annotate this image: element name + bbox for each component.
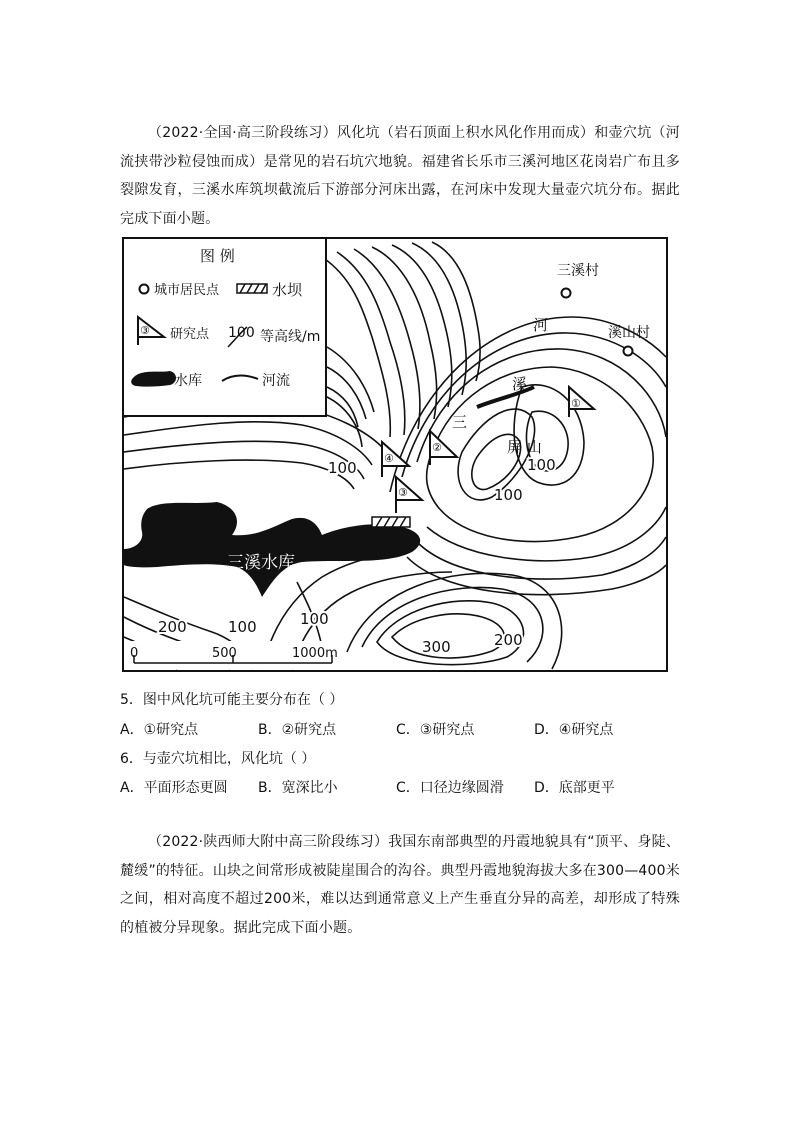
legend-research-point: 研究点 [170, 327, 210, 342]
contour-label-100-south: 100 [300, 610, 329, 628]
question-6-option-b[interactable]: B．宽深比小 [258, 780, 338, 796]
dam-icon [237, 284, 267, 293]
question-6-stem: 6．与壶穴坑相比，风化坑（ ） [120, 751, 316, 767]
legend-flag-number: ③ [140, 324, 150, 337]
contour-label-200-west: 200 [158, 618, 187, 636]
village-xishan-icon [624, 347, 633, 356]
legend-contour-value: 100 [228, 325, 255, 341]
dam-symbol [372, 517, 410, 527]
contour-label-200-east: 200 [494, 631, 523, 649]
research-point-3 [396, 477, 422, 513]
contour-label-100-southwest: 100 [228, 618, 257, 636]
legend-river: 河流 [262, 373, 290, 389]
research-point-2 [430, 431, 457, 465]
legend-title: 图 例 [200, 247, 235, 265]
village-xishan-label: 溪山村 [608, 325, 650, 341]
question-5-stem: 5．图中风化坑可能主要分布在（ ） [120, 692, 344, 708]
question-5-option-a[interactable]: A．①研究点 [120, 722, 199, 738]
question-6-option-a[interactable]: A．平面形态更圆 [120, 780, 228, 796]
village-sanxi-label: 三溪村 [557, 263, 599, 279]
river-char-san: 三 [452, 413, 468, 431]
contour-label-100-pingshan: 100 [527, 456, 556, 474]
village-sanxi-icon [562, 289, 571, 298]
question-5-option-c[interactable]: C．③研究点 [396, 722, 475, 738]
passage-1: （2022·全国·高三阶段练习）风化坑（岩石顶面上积水风化作用而成）和壶穴坑（河流挟带沙粒侵蚀而成）是常见的岩石坑穴地貌。福建省长乐市三溪河地区花岗岩广布且多裂隙发育，三溪水库筑坝截流后下游部分河床出露，在河床中发现大量壶穴坑分布。据此完成下面小题。 [120, 125, 680, 227]
legend-dam: 水坝 [272, 281, 303, 299]
legend-box [123, 238, 326, 416]
question-5-option-b[interactable]: B．②研究点 [258, 722, 337, 738]
contour-label-300: 300 [422, 638, 451, 656]
research-point-4-label: ④ [384, 452, 394, 465]
scale-bar [126, 641, 338, 669]
question-6-option-d[interactable]: D．底部更平 [534, 780, 615, 796]
scale-0: 0 [130, 646, 139, 661]
passage-2: （2022·陕西师大附中高三阶段练习）我国东南部典型的丹霞地貌具有“顶平、身陡、麓缓”的特征。山块之间常形成被陡崖围合的沟谷。典型丹霞地貌海拔大多在300—400米之间，相对高度不超过200米，难以达到通常意义上产生垂直分异的高差，却形成了特殊的植被分异现象。据此完成下面小题。 [120, 834, 680, 936]
question-6-option-c[interactable]: C．口径边缘圆滑 [396, 780, 504, 796]
reservoir-label: 三溪水库 [227, 553, 295, 573]
research-point-1-label: ① [571, 397, 581, 410]
scale-500: 500 [212, 646, 237, 661]
scale-1000: 1000m [292, 646, 338, 661]
legend-reservoir: 水库 [174, 373, 202, 389]
contour-label-100-center: 100 [494, 486, 523, 504]
research-point-1 [569, 387, 594, 417]
question-5-option-d[interactable]: D．④研究点 [534, 722, 614, 738]
legend-contour: 等高线/m [260, 329, 321, 345]
contour-map [122, 237, 668, 672]
river-char-he: 河 [533, 316, 549, 334]
research-point-2-label: ② [432, 441, 442, 454]
legend-settlement: 城市居民点 [154, 283, 220, 298]
pingshan-label: 屏 山 [507, 438, 542, 456]
contour-label-100-west: 100 [328, 459, 357, 477]
settlement-icon [140, 285, 149, 294]
research-point-3-label: ③ [398, 486, 408, 499]
river-char-xi: 溪 [512, 375, 528, 393]
